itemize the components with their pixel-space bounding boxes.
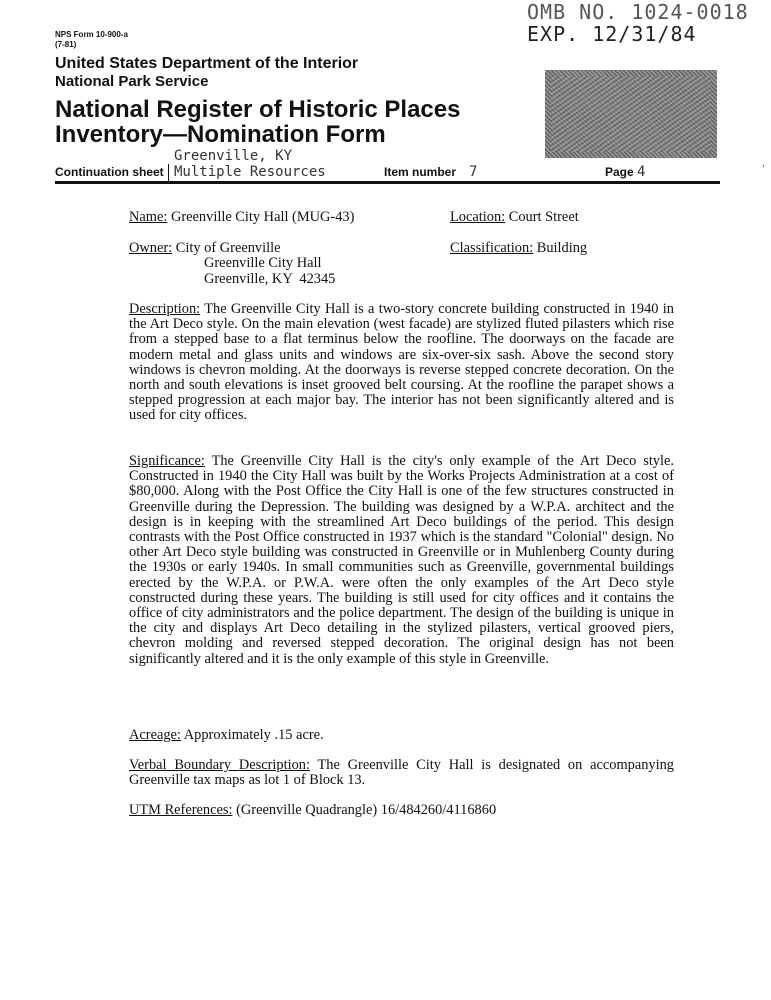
place-name: Greenville, KY xyxy=(174,148,293,164)
location-field xyxy=(450,210,579,225)
header-divider xyxy=(168,164,169,182)
omb-number: OMB NO. 1024-0018 xyxy=(527,0,749,24)
name-label: Name: xyxy=(129,209,168,225)
classification-field xyxy=(450,241,587,256)
description-paragraph xyxy=(129,302,674,424)
utm-label: UTM References: xyxy=(129,802,233,818)
acreage-label: Acreage: xyxy=(129,727,181,743)
owner-label: Owner: xyxy=(129,240,173,256)
item-number-value: 7 xyxy=(469,164,478,180)
name-field xyxy=(129,210,354,225)
description-label: Description: xyxy=(129,301,201,317)
item-number-label: Item number xyxy=(384,165,457,179)
expiration-date: EXP. 12/31/84 xyxy=(527,22,697,46)
page-number: 4 xyxy=(637,164,646,180)
boundary-paragraph xyxy=(129,758,674,788)
received-stamp-box xyxy=(545,70,717,158)
classification-value: Building xyxy=(536,240,588,256)
owner-line2: Greenville City Hall xyxy=(204,255,322,271)
margin-mark: , xyxy=(762,158,765,169)
service-heading: National Park Service xyxy=(55,73,209,90)
significance-label: Significance: xyxy=(129,453,205,469)
location-value: Court Street xyxy=(508,209,579,225)
owner-line3: Greenville, KY 42345 xyxy=(204,271,336,287)
boundary-label: Verbal Boundary Description: xyxy=(129,757,310,773)
form-title-line1: National Register of Historic Places xyxy=(55,96,461,123)
header-rule xyxy=(55,181,720,184)
boundary-section xyxy=(129,758,674,788)
department-heading: United States Department of the Interior xyxy=(55,55,359,72)
significance-paragraph xyxy=(129,454,674,667)
continuation-sheet-label: Continuation sheet xyxy=(55,165,164,179)
description-section xyxy=(129,302,674,424)
acreage-value: Approximately .15 acre. xyxy=(183,727,324,743)
boundary-text: The Greenville City Hall is designated on accompanying Greenville tax maps as lot 1 of Block 13. xyxy=(129,757,675,789)
form-number xyxy=(55,30,128,50)
resources-value: Multiple Resources xyxy=(174,164,326,180)
form-title-line2: Inventory—Nomination Form xyxy=(55,121,386,148)
stamp-texture xyxy=(551,76,711,152)
owner-value: City of Greenville xyxy=(175,240,281,256)
name-value: Greenville City Hall (MUG-43) xyxy=(170,209,355,225)
form-date-text: (7-81) xyxy=(55,40,77,49)
significance-section xyxy=(129,454,674,667)
page-label: Page xyxy=(605,165,634,179)
location-label: Location: xyxy=(450,209,506,225)
classification-label: Classification: xyxy=(450,240,534,256)
utm-value: (Greenville Quadrangle) 16/484260/4116860 xyxy=(236,802,497,818)
owner-field xyxy=(129,241,281,256)
utm-field xyxy=(129,803,496,818)
acreage-field xyxy=(129,728,324,743)
form-number-text: NPS Form 10-900-a xyxy=(55,30,128,39)
significance-text: The Greenville City Hall is the city's only example of the Art Deco style. Constructed in 1940 the City Hall was built by the Works Projects Administration at a cost of $80,000. Along with the Post Office the City Hall is one of the few structures constructed in Greenville during the Depression. The building was designed by a W.P.A. architect and the design is in keeping with the streamlined Art Deco buildings of the period. This design contrasts with the Post Office constructed in 1937 which is the standard "Colonial" design. No other Art Deco style building was constructed in Greenville or in Muhlenberg County during the 1930s or early 1940s. In small communities such as Greenville, governmental buildings erected by the W.P.A. or P.W.A. were often the only examples of the Art Deco style constructed during these years. The building is still used for city offices and it contains the office of city administrators and the police department. The design of the building is unique in the city and displays Art Deco detailing in the stylized pilasters, vertical grooved piers, chevron molding and reversed stepped decoration. The original design has not been significantly altered and it is the only example of this style in Greenville. xyxy=(129,453,674,667)
description-text: The Greenville City Hall is a two-story concrete building constructed in 1940 in the Art Deco style. On the main elevation (west facade) are stylized fluted pilasters which rise from a stepped base to a flat terminus below the roofline. The doorways on the facade are modern metal and glass units and windows are six-over-six sash. Above the second story windows is chevron molding. At the doorways is reverse stepped concrete decoration. On the north and south elevations is inset grooved belt coursing. At the roofline the parapet shows a stepped progression at each major bay. The interior has not been significantly altered and is used for city offices. xyxy=(129,301,674,424)
